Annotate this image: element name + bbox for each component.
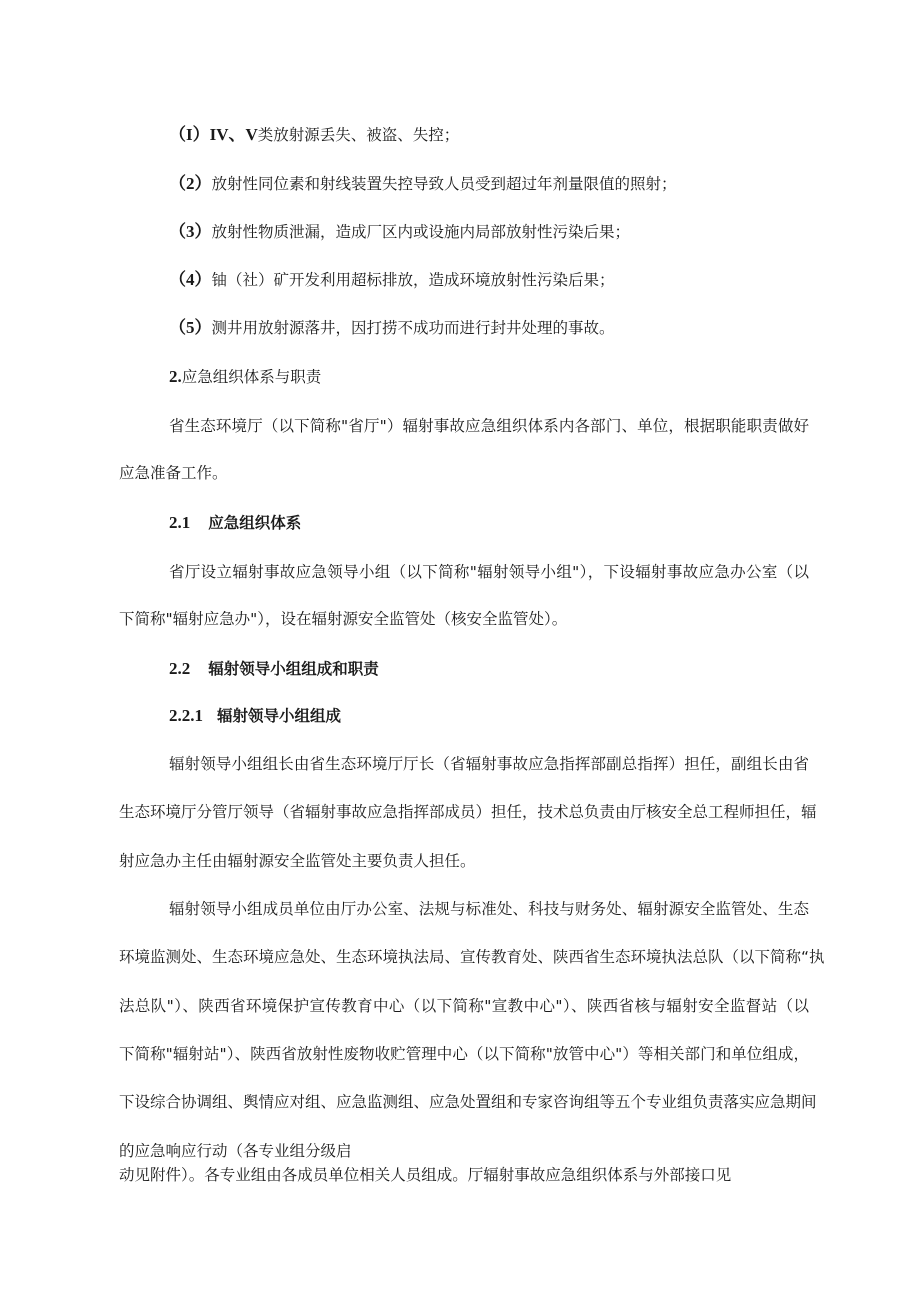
list-item-1-class-label: IV、V (209, 125, 258, 144)
section-2-2-1-number: 2.2.1 (169, 706, 203, 725)
section-2-2-1-para2-line-7: 动见附件）。各专业组由各成员单位相关人员组成。厅辐射事故应急组织体系与外部接口见 (119, 1166, 732, 1184)
list-item-1-text: 类放射源丢失、被盗、失控； (257, 126, 460, 144)
section-2-2-1-para1-line-2: 生态环境厅分管厅领导（省辐射事故应急指挥部成员）担任，技术总负责由厅核安全总工程师担任，辐 (119, 803, 817, 821)
section-2-2-1-para2-line-3: 法总队"）、陕西省环境保护宣传教育中心（以下简称"宣教中心"）、陕西省核与辐射安全监督站（以 (119, 997, 809, 1015)
list-item-3-number: （3） (169, 222, 212, 241)
section-2-2-title: 辐射领导小组组成和职责 (208, 660, 379, 678)
section-2-1-title: 应急组织体系 (208, 514, 302, 532)
section-2-paragraph-line-1: 省生态环境厅（以下简称"省厅"）辐射事故应急组织体系内各部门、单位，根据职能职责做好 (169, 417, 809, 435)
section-2-1-heading (169, 513, 301, 533)
list-item-2 (169, 174, 677, 194)
list-item-2-text: 放射性同位素和射线装置失控导致人员受到超过年剂量限值的照射； (211, 175, 677, 193)
section-2-paragraph-line-2: 应急准备工作。 (119, 464, 228, 482)
section-2-2-number: 2.2 (169, 659, 191, 678)
section-2-2-1-para1-line-1: 辐射领导小组组长由省生态环境厅厅长（省辐射事故应急指挥部副总指挥）担任，副组长由省 (169, 755, 809, 773)
list-item-5-number: （5） (169, 318, 212, 337)
section-2-2-1-heading (169, 706, 341, 726)
section-2-1-number: 2.1 (169, 513, 191, 532)
list-item-4-number: （4） (169, 270, 212, 289)
list-item-4-text: 铀（社）矿开发利用超标排放，造成环境放射性污染后果； (211, 271, 615, 289)
section-2-2-1-para1-line-3: 射应急办主任由辐射源安全监管处主要负责人担任。 (119, 852, 476, 870)
section-2-2-1-para2-line-5: 下设综合协调组、舆情应对组、应急监测组、应急处置组和专家咨询组等五个专业组负责落实应急期间 (119, 1093, 817, 1111)
section-2-heading (169, 367, 321, 387)
section-2-1-paragraph-line-2: 下简称"辐射应急办"），设在辐射源安全监管处（核安全监管处）。 (119, 610, 568, 628)
section-2-number: 2. (169, 367, 182, 386)
list-item-3 (169, 222, 630, 242)
section-2-2-1-para2-line-1: 辐射领导小组成员单位由厅办公室、法规与标准处、科技与财务处、辐射源安全监管处、生态 (169, 900, 809, 918)
list-item-2-number: （2） (169, 174, 212, 193)
list-item-5-text: 测井用放射源落井，因打捞不成功而进行封井处理的事故。 (211, 319, 615, 337)
list-item-5 (169, 318, 615, 338)
section-2-2-1-para2-line-4: 下简称"辐射站"）、陕西省放射性废物收贮管理中心（以下简称"放管中心"）等相关部门和单位组成， (119, 1045, 809, 1063)
section-2-2-1-title: 辐射领导小组组成 (217, 707, 342, 725)
section-2-2-heading (169, 659, 379, 679)
list-item-1-number: （I） (169, 125, 210, 144)
list-item-3-text: 放射性物质泄漏，造成厂区内或设施内局部放射性污染后果； (211, 223, 631, 241)
list-item-1 (169, 125, 459, 145)
list-item-4 (169, 270, 615, 290)
section-2-title: 应急组织体系与职责 (181, 368, 322, 386)
section-2-2-1-para2-line-6: 的应急响应行动（各专业组分级启 (119, 1142, 352, 1160)
section-2-1-paragraph-line-1: 省厅设立辐射事故应急领导小组（以下简称"辐射领导小组"），下设辐射事故应急办公室（以 (169, 563, 809, 581)
section-2-2-1-para2-line-2: 环境监测处、生态环境应急处、生态环境执法局、宣传教育处、陕西省生态环境执法总队（以下简称“执 (119, 948, 825, 966)
